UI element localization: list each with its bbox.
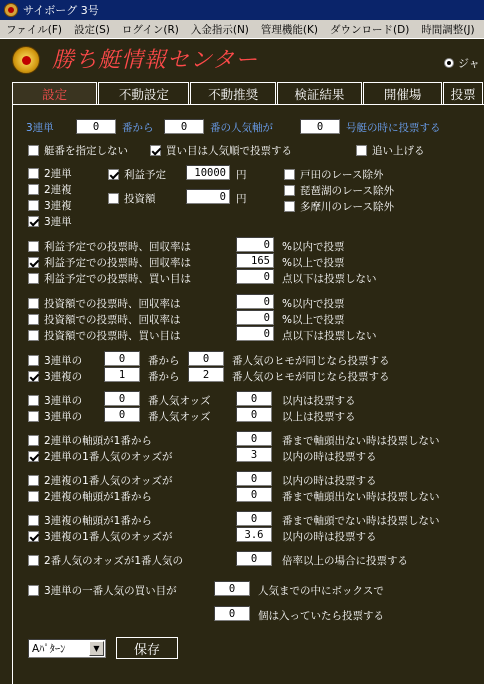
- g2-row3-checkbox[interactable]: [28, 328, 181, 343]
- g1-label: 利益予定での投票時、回収率は: [44, 241, 191, 253]
- bet-2rentan[interactable]: [28, 166, 72, 181]
- top-label1: 3連単: [26, 122, 54, 134]
- bet-2renfuku[interactable]: [28, 182, 72, 197]
- exclude-tamagawa[interactable]: [284, 199, 394, 214]
- checkbox-icon: [284, 169, 295, 180]
- tab-settings[interactable]: 設定: [12, 82, 97, 104]
- checkbox-icon: [150, 145, 161, 156]
- g6-row1-input[interactable]: 0: [236, 471, 272, 486]
- g6-suffix: 番まで軸頭出ない時は投票しない: [282, 491, 440, 503]
- g2-suffix: %以内で投票: [282, 298, 345, 310]
- logo-icon: [12, 46, 40, 74]
- g1-label: 利益予定での投票時、回収率は: [44, 257, 191, 269]
- title-bar: [0, 0, 484, 20]
- g4-label: 3連単の: [44, 395, 83, 407]
- radio-icon: [444, 58, 454, 68]
- exclude-label: 琵琶湖のレース除外: [300, 185, 394, 197]
- g1-suffix: %以内で投票: [282, 241, 345, 253]
- profit-checkbox[interactable]: [108, 167, 166, 182]
- g6-row1-checkbox[interactable]: [28, 473, 173, 488]
- radio-label: ジャ: [458, 57, 480, 70]
- g3-label: 3連単の: [44, 355, 83, 367]
- g4-row2-input1[interactable]: 0: [104, 407, 140, 422]
- g4-row1-checkbox[interactable]: [28, 393, 82, 408]
- menu-admin[interactable]: 管理機能(K): [260, 23, 319, 36]
- checkbox-icon: [28, 273, 39, 284]
- g2-suffix: 点以下は投票しない: [282, 330, 377, 342]
- g4-row1-input2[interactable]: 0: [236, 391, 272, 406]
- g6-label: 2連複の軸頭が1番から: [44, 491, 152, 503]
- g3-mid: 番から: [148, 371, 180, 383]
- checkbox-icon: [284, 185, 295, 196]
- top-label4: 号艇の時に投票する: [346, 122, 441, 134]
- g1-label: 利益予定での投票時、買い目は: [44, 273, 191, 285]
- checkbox-icon: [28, 451, 39, 462]
- g1-row2-input[interactable]: 165: [236, 253, 274, 268]
- g6-row2-input[interactable]: 0: [236, 487, 272, 502]
- checkbox-icon: [356, 145, 367, 156]
- g7-label: 3連複の1番人気のオッズが: [44, 531, 173, 543]
- tab-fudo-settings[interactable]: 不動設定: [98, 82, 189, 104]
- menu-time[interactable]: 時間調整(J): [421, 23, 475, 36]
- g7-suffix: 以内の時は投票する: [282, 531, 377, 543]
- checkbox-icon: [28, 475, 39, 486]
- checkbox-icon: [28, 515, 39, 526]
- g7-row1-input[interactable]: 0: [236, 511, 272, 526]
- g8-input[interactable]: 0: [236, 551, 272, 566]
- g9-checkbox[interactable]: [28, 583, 177, 598]
- checkbox-icon: [28, 395, 39, 406]
- checkbox-icon: [28, 314, 39, 325]
- checkbox-icon: [108, 169, 119, 180]
- g5-label: 2連単の軸頭が1番から: [44, 435, 152, 447]
- checkbox-icon: [28, 355, 39, 366]
- g3-label: 3連複の: [44, 371, 83, 383]
- no-boat-checkbox[interactable]: [28, 143, 128, 158]
- top-label2: 番から: [122, 122, 154, 134]
- checkbox-icon: [108, 193, 119, 204]
- g3-row1-input1[interactable]: 0: [104, 351, 140, 366]
- checkbox-icon: [28, 411, 39, 422]
- g2-label: 投資額での投票時、回収率は: [44, 314, 181, 326]
- g1-row3-input[interactable]: 0: [236, 269, 274, 284]
- top-input3[interactable]: 0: [300, 119, 340, 134]
- pattern-value: Aﾊﾟﾀｰﾝ: [32, 643, 66, 655]
- checkbox-icon: [28, 184, 39, 195]
- g7-suffix: 番まで軸頭でない時は投票しない: [282, 515, 440, 527]
- checkbox-icon: [28, 241, 39, 252]
- checkbox-icon: [28, 257, 39, 268]
- exclude-label: 多摩川のレース除外: [300, 201, 394, 213]
- g4-label: 3連単の: [44, 411, 83, 423]
- top-input2[interactable]: 0: [164, 119, 204, 134]
- g2-label: 投資額での投票時、買い目は: [44, 330, 181, 342]
- tab-fudo-suisho[interactable]: 不動推奨: [190, 82, 275, 104]
- bet-label: 2連単: [44, 168, 72, 180]
- g1-row3-checkbox[interactable]: [28, 271, 191, 286]
- g4-suffix: 以上は投票する: [282, 411, 356, 423]
- chase-checkbox[interactable]: [356, 143, 425, 158]
- chevron-down-icon: ▼: [89, 641, 104, 656]
- app-title: 勝ち艇情報センター: [52, 48, 259, 73]
- g1-row1-checkbox[interactable]: [28, 239, 191, 254]
- g5-suffix: 以内の時は投票する: [282, 451, 377, 463]
- g9-label: 3連単の一番人気の買い目が: [44, 585, 177, 597]
- g9-input1[interactable]: 0: [214, 581, 250, 596]
- checkbox-icon: [28, 168, 39, 179]
- g4-row1-input1[interactable]: 0: [104, 391, 140, 406]
- by-pop-checkbox[interactable]: [150, 143, 292, 158]
- app-icon: [4, 3, 18, 17]
- g4-mid: 番人気オッズ: [148, 395, 211, 407]
- g3-suffix: 番人気のヒモが同じなら投票する: [232, 371, 390, 383]
- checkbox-icon: [28, 435, 39, 446]
- g5-row1-checkbox[interactable]: [28, 433, 152, 448]
- g2-row2-input[interactable]: 0: [236, 310, 274, 325]
- g7-row2-checkbox[interactable]: [28, 529, 173, 544]
- checkbox-icon: [28, 531, 39, 542]
- g8-suffix: 倍率以上の場合に投票する: [282, 555, 408, 567]
- g6-suffix: 以内の時は投票する: [282, 475, 377, 487]
- g2-row1-input[interactable]: 0: [236, 294, 274, 309]
- g3-row1-checkbox[interactable]: [28, 353, 82, 368]
- menu-deposit[interactable]: 入金指示(N): [190, 23, 249, 36]
- checkbox-icon: [284, 201, 295, 212]
- menu-file[interactable]: ファイル(F): [6, 23, 63, 36]
- g2-label: 投資額での投票時、回収率は: [44, 298, 181, 310]
- checkbox-icon: [28, 371, 39, 382]
- g5-row2-input[interactable]: 3: [236, 447, 272, 462]
- g1-suffix: %以上で投票: [282, 257, 345, 269]
- g6-row2-checkbox[interactable]: [28, 489, 152, 504]
- g8-checkbox[interactable]: [28, 553, 183, 568]
- profit-label: 利益予定: [124, 169, 166, 181]
- profit-input[interactable]: 10000: [186, 165, 230, 180]
- g8-label: 2番人気のオッズが1番人気の: [44, 555, 184, 567]
- g1-suffix: 点以下は投票しない: [282, 273, 377, 285]
- g4-mid: 番人気オッズ: [148, 411, 211, 423]
- g2-row3-input[interactable]: 0: [236, 326, 274, 341]
- checkbox-icon: [28, 145, 39, 156]
- save-button[interactable]: 保存: [116, 637, 178, 659]
- checkbox-icon: [28, 491, 39, 502]
- bet-3rentan[interactable]: [28, 214, 72, 229]
- g3-row2-checkbox[interactable]: [28, 369, 82, 384]
- bet-label: 2連複: [44, 184, 72, 196]
- checkbox-icon: [28, 555, 39, 566]
- invest-input[interactable]: 0: [186, 189, 230, 204]
- g5-label: 2連単の1番人気のオッズが: [44, 451, 173, 463]
- checkbox-icon: [28, 216, 39, 227]
- tab-results[interactable]: 検証結果: [277, 82, 362, 104]
- radio-ja[interactable]: [444, 55, 480, 71]
- top-input1[interactable]: 0: [76, 119, 116, 134]
- g6-label: 2連複の1番人気のオッズが: [44, 475, 173, 487]
- menu-login[interactable]: ログイン(R): [121, 23, 179, 36]
- g3-row1-input2[interactable]: 0: [188, 351, 224, 366]
- g1-row1-input[interactable]: 0: [236, 237, 274, 252]
- g5-row2-checkbox[interactable]: [28, 449, 173, 464]
- pattern-select[interactable]: [28, 639, 106, 658]
- g3-row2-input1[interactable]: 1: [104, 367, 140, 382]
- checkbox-icon: [28, 200, 39, 211]
- by-pop-label: 買い目は人気順で投票する: [166, 145, 292, 157]
- g5-suffix: 番まで軸頭出ない時は投票しない: [282, 435, 440, 447]
- menu-download[interactable]: ダウンロード(D): [330, 23, 410, 36]
- tab-bar: [12, 82, 484, 104]
- g5-row1-input[interactable]: 0: [236, 431, 272, 446]
- g3-row2-input2[interactable]: 2: [188, 367, 224, 382]
- g9-input2[interactable]: 0: [214, 606, 250, 621]
- no-boat-label: 艇番を指定しない: [44, 145, 128, 157]
- bet-label: 3連単: [44, 216, 72, 228]
- menu-settings[interactable]: 設定(S): [74, 23, 110, 36]
- g3-suffix: 番人気のヒモが同じなら投票する: [232, 355, 390, 367]
- exclude-biwako[interactable]: [284, 183, 394, 198]
- checkbox-icon: [28, 585, 39, 596]
- g2-row2-checkbox[interactable]: [28, 312, 181, 327]
- g2-row1-checkbox[interactable]: [28, 296, 181, 311]
- g7-label: 3連複の軸頭が1番から: [44, 515, 152, 527]
- profit-unit: 円: [236, 169, 247, 181]
- window-title: サイボーグ 3号: [23, 4, 99, 17]
- g2-suffix: %以上で投票: [282, 314, 345, 326]
- bet-3renfuku[interactable]: [28, 198, 72, 213]
- g4-row2-checkbox[interactable]: [28, 409, 82, 424]
- g9-suffix2: 個は入っていたら投票する: [258, 610, 384, 622]
- chase-label: 追い上げる: [372, 145, 425, 157]
- checkbox-icon: [28, 330, 39, 341]
- top-label3: 番の人気軸が: [210, 122, 273, 134]
- g3-mid: 番から: [148, 355, 180, 367]
- g7-row2-input[interactable]: 3.6: [236, 527, 272, 542]
- menu-bar: [0, 20, 484, 39]
- invest-unit: 円: [236, 193, 247, 205]
- g9-suffix: 人気までの中にボックスで: [258, 585, 384, 597]
- tab-vote[interactable]: 投票: [443, 82, 483, 104]
- g4-row2-input2[interactable]: 0: [236, 407, 272, 422]
- exclude-label: 戸田のレース除外: [300, 169, 384, 181]
- bet-label: 3連複: [44, 200, 72, 212]
- exclude-toda[interactable]: [284, 167, 383, 182]
- invest-label: 投資額: [124, 193, 156, 205]
- invest-checkbox[interactable]: [108, 191, 156, 206]
- g4-suffix: 以内は投票する: [282, 395, 356, 407]
- tab-venue[interactable]: 開催場: [363, 82, 442, 104]
- checkbox-icon: [28, 298, 39, 309]
- g1-row2-checkbox[interactable]: [28, 255, 191, 270]
- g7-row1-checkbox[interactable]: [28, 513, 152, 528]
